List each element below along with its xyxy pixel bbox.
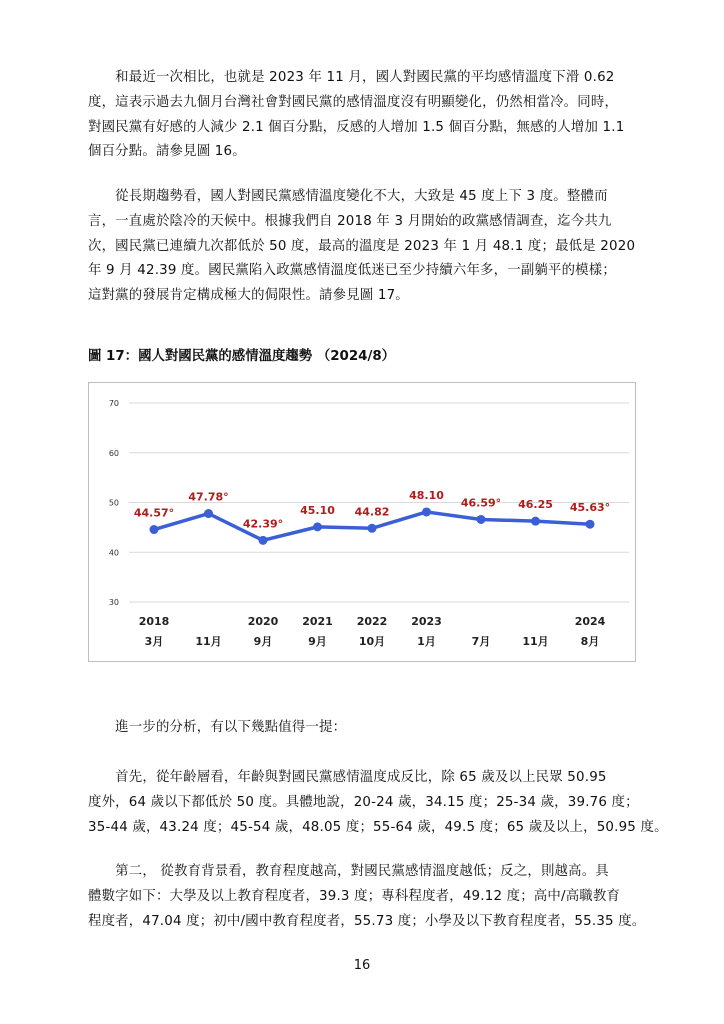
data-point bbox=[368, 524, 377, 533]
text-line: 言，一直處於陰冷的天候中。根據我們自 2018 年 3 月開始的政黨感情調查，迄今共九 bbox=[88, 213, 612, 229]
data-point bbox=[259, 536, 268, 545]
paragraph-5 bbox=[88, 860, 646, 934]
x-tick-month: 10月 bbox=[358, 635, 386, 648]
text-line: 個百分點。請參見圖 16。 bbox=[88, 144, 246, 160]
y-tick-label: 30 bbox=[108, 598, 119, 607]
x-tick-month: 9月 bbox=[308, 635, 327, 648]
x-tick-year: 2018 bbox=[138, 615, 170, 628]
data-point bbox=[313, 522, 322, 531]
data-label: 46.59° bbox=[460, 496, 502, 510]
x-tick-year: 2021 bbox=[302, 615, 333, 628]
x-tick-month: 9月 bbox=[253, 635, 273, 648]
paragraph-3 bbox=[88, 716, 640, 741]
text-line: 度外，64 歲以下都低於 50 度。具體地說，20-24 歲，34.15 度；25-34 歲，39.76 度； bbox=[88, 794, 639, 810]
page-number: 16 bbox=[353, 958, 371, 973]
text-line: 35-44 歲，43.24 度；45-54 歲，48.05 度；55-64 歲，49.5 度；65 歲及以上，50.95 度。 bbox=[88, 819, 668, 835]
y-tick-label: 70 bbox=[108, 399, 119, 408]
data-label: 44.57° bbox=[133, 506, 175, 520]
text-line: 進一步的分析，有以下幾點值得一提： bbox=[88, 720, 347, 735]
data-point bbox=[586, 520, 595, 529]
paragraph-4 bbox=[88, 766, 668, 840]
text-line: 從長期趨勢看，國人對國民黨感情溫度變化不大，大致是 45 度上下 3 度。整體而 bbox=[88, 189, 608, 204]
x-tick-month: 11月 bbox=[195, 635, 222, 648]
y-tick-label: 50 bbox=[108, 498, 119, 508]
data-label: 46.25 bbox=[518, 498, 553, 512]
x-tick-month: 11月 bbox=[522, 635, 549, 648]
x-tick-year: 2020 bbox=[247, 615, 279, 628]
x-tick-year: 2022 bbox=[356, 615, 388, 628]
data-label: 45.10 bbox=[300, 503, 335, 517]
data-point bbox=[477, 515, 486, 524]
x-tick-month: 1月 bbox=[417, 635, 436, 648]
text-line: 和最近一次相比，也就是 2023 年 11 月，國人對國民黨的平均感情溫度下滑 0.62 bbox=[88, 70, 615, 85]
text-line: 度，這表示過去九個月台灣社會對國民黨的感情溫度沒有明顯變化，仍然相當冷。同時， bbox=[88, 94, 619, 110]
x-tick-year: 2023 bbox=[411, 615, 442, 628]
x-tick-month: 8月 bbox=[580, 635, 600, 648]
text-line: 次，國民黨已連續九次都低於 50 度，最高的溫度是 2023 年 1 月 48.1 度；最低是 2020 bbox=[88, 238, 636, 254]
text-line: 首先，從年齡層看，年齡與對國民黨感情溫度成反比，除 65 歲及以上民眾 50.95 bbox=[88, 770, 607, 785]
text-line: 對國民黨有好感的人減少 2.1 個百分點，反感的人增加 1.5 個百分點，無感的人增加 1.1 bbox=[88, 119, 625, 135]
line-chart bbox=[89, 383, 637, 663]
text-line: 年 9 月 42.39 度。國民黨陷入政黨感情溫度低迷已至少持續六年多，一副躺平的模樣； bbox=[88, 263, 616, 279]
text-line: 體數字如下：大學及以上教育程度者，39.3 度；專科程度者，49.12 度；高中/高職教育 bbox=[88, 888, 621, 904]
data-label: 44.82 bbox=[354, 505, 390, 519]
text-line: 第二， 從教育背景看，教育程度越高，對國民黨感情溫度越低；反之，則越高。具 bbox=[88, 864, 609, 879]
figure-caption: 圖 17：國人對國民黨的感情溫度趨勢 （2024/8） bbox=[88, 349, 396, 364]
paragraph-2 bbox=[88, 185, 640, 309]
data-label: 47.78° bbox=[188, 490, 229, 504]
paragraph-1 bbox=[88, 66, 640, 165]
data-point bbox=[531, 517, 540, 526]
y-tick-label: 60 bbox=[108, 448, 119, 458]
data-point bbox=[204, 509, 213, 518]
data-point bbox=[150, 525, 159, 534]
data-label: 42.39° bbox=[242, 517, 284, 531]
text-line: 這對黨的發展肯定構成極大的侷限性。請參見圖 17。 bbox=[88, 288, 409, 304]
x-tick-month: 7月 bbox=[471, 635, 491, 648]
x-tick-month: 3月 bbox=[144, 635, 164, 648]
text-line: 程度者，47.04 度；初中/國中教育程度者，55.73 度；小學及以下教育程度者，55.35 度。 bbox=[88, 913, 646, 929]
x-tick-year: 2024 bbox=[574, 615, 606, 628]
chart-container bbox=[88, 382, 636, 662]
data-label: 45.63° bbox=[569, 501, 611, 515]
data-point bbox=[422, 507, 431, 516]
y-tick-label: 40 bbox=[108, 548, 119, 558]
data-label: 48.10 bbox=[409, 488, 444, 502]
